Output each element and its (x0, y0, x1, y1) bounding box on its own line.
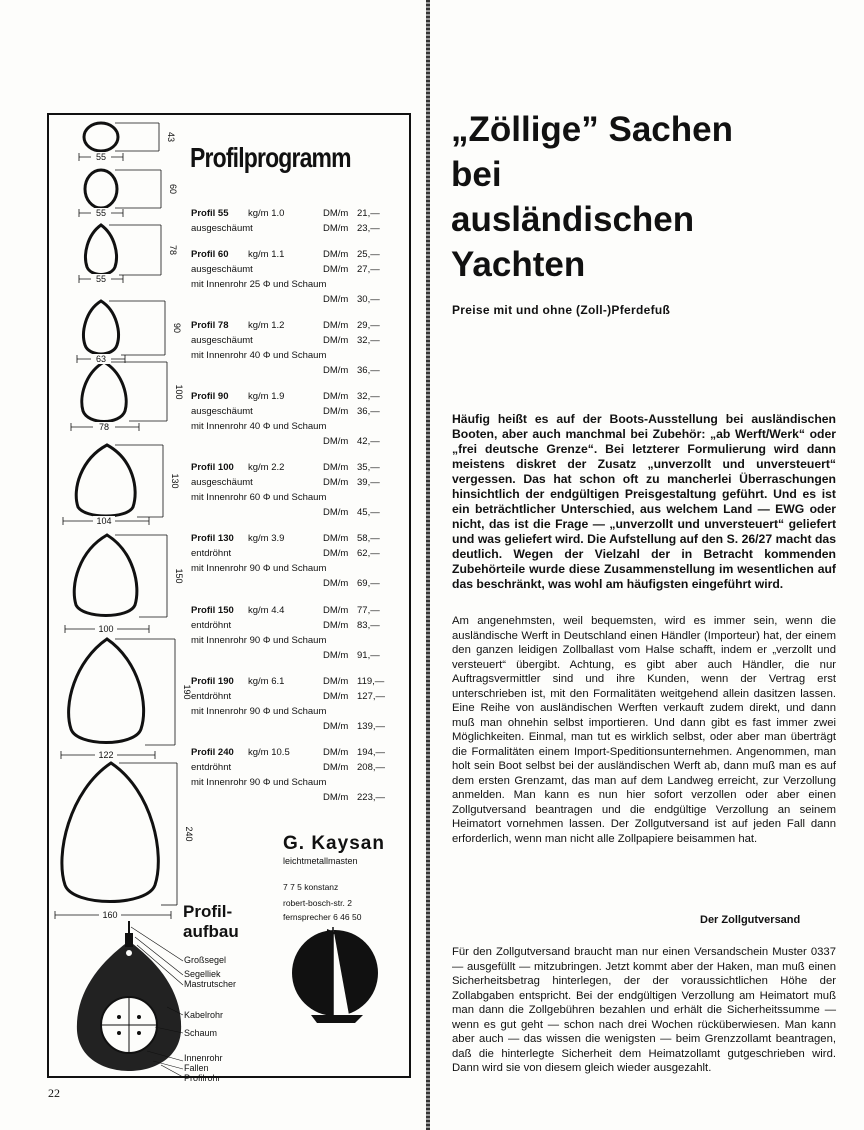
variant-label: entdröhnt (191, 620, 232, 631)
profile-name: Profil 150 (191, 605, 234, 616)
profile-78-row (191, 318, 401, 378)
price: 119,— (357, 676, 385, 687)
price-unit: DM/m (323, 249, 349, 260)
profile-60-shape (85, 170, 117, 208)
tube-price: 30,— (357, 294, 380, 305)
variant-price: 27,— (357, 264, 380, 275)
tube-option: mit Innenrohr 90 Φ und Schaum (191, 563, 327, 574)
label-kabelrohr: Kabelrohr (184, 1010, 224, 1020)
profile-78-shape (86, 225, 117, 275)
profile-90-row (191, 389, 401, 449)
height-label-100: 100 (174, 384, 184, 400)
profile-240-shape (62, 763, 158, 902)
tube-price: 139,— (357, 721, 385, 732)
tube-option: mit Innenrohr 40 Φ und Schaum (191, 350, 327, 361)
headline-line: bei (451, 155, 502, 194)
profile-name: Profil 240 (191, 747, 234, 758)
unit: kg/m (248, 320, 269, 331)
price: 32,— (357, 391, 380, 402)
price-unit: DM/m (323, 406, 349, 417)
profile-55-row (191, 206, 401, 236)
profile-150-shape (74, 535, 137, 616)
price-unit: DM/m (323, 762, 349, 773)
article-body-paragraph: Am angenehmsten, weil bequemsten, wird es immer sein, wenn die ausländische Werft in Deutschland einen Händler (Importeur) hat, der einem den ganzen leidigen Zollballast vom Halse schafft, indem er „verzollt und versteuert“ übergibt. Achtung, es gibt aber auch Händler, die nur Auftragsvermittler sind und ihre Kunden, wenn der Vertrag erst unterschrieben ist, mit den Formalitäten weitgehend allein dasitzen lassen. Eine Reihe von ausländischen Werften verkauft zudem direkt, und dann muß man ohnehin selbst importieren. Und dann gibt es fast immer zwei Möglichkeiten. Einmal, man tut es wirklich selbst, oder aber man überträgt die Formalitäten einem Import-Speditionsunternehmen. Angenommen, man holt sein Boot selbst bei der ausländischen Werft ab, dann muß man es auf dem ersten Grenzamt, das man auf dem Landweg erreicht, zur Verzollung anmelden. Man kann es nun hier sofort verzollen oder aber einen Zollgutversand beantragen und die endgültige Verzollung an seinem Heimatort vornehmen lassen. Der Zollgutversand ist auf jeden Fall dann erforderlich, wenn man nicht alle Zollpapiere beisammen hat. (452, 615, 836, 845)
price-unit: DM/m (323, 792, 349, 803)
profile-name: Profil 190 (191, 676, 234, 687)
headline-line: ausländischen (451, 200, 695, 239)
width-label-160: 160 (102, 910, 118, 920)
profile-100-row (191, 460, 401, 520)
mast-cross-section (77, 921, 183, 1077)
variant-price: 32,— (357, 335, 380, 346)
height-label-130: 130 (170, 473, 180, 489)
variant-price: 83,— (357, 620, 380, 631)
aufbau-title-line: aufbau (183, 922, 239, 941)
price-unit: DM/m (323, 676, 349, 687)
label-schaum: Schaum (184, 1028, 218, 1038)
profile-190-shape (69, 639, 144, 743)
variant-price: 39,— (357, 477, 380, 488)
tube-price: 91,— (357, 650, 380, 661)
price-unit: DM/m (323, 391, 349, 402)
height-label-60: 60 (168, 183, 178, 195)
company-logo (292, 927, 378, 1023)
price-unit: DM/m (323, 462, 349, 473)
variant-label: entdröhnt (191, 691, 232, 702)
profile-130-row (191, 531, 401, 591)
page-number: 22 (48, 1086, 60, 1100)
tube-option: mit Innenrohr 40 Φ und Schaum (191, 421, 327, 432)
company-address-line: robert-bosch-str. 2 (283, 898, 352, 908)
weight: 6.1 (271, 676, 285, 687)
variant-label: entdröhnt (191, 548, 232, 559)
tube-option: mit Innenrohr 25 Φ und Schaum (191, 279, 327, 290)
variant-label: ausgeschäumt (191, 223, 253, 234)
price-unit: DM/m (323, 620, 349, 631)
price-unit: DM/m (323, 365, 349, 376)
height-label-78: 78 (168, 244, 178, 256)
unit: kg/m (248, 676, 269, 687)
price-unit: DM/m (323, 548, 349, 559)
price-unit: DM/m (323, 533, 349, 544)
weight: 1.1 (271, 249, 285, 260)
headline-line: „Zöllige” Sachen (451, 110, 733, 149)
tube-price: 223,— (357, 792, 385, 803)
profile-90-shape (84, 301, 119, 354)
article-body-paragraph: Für den Zollgutversand braucht man nur einen Versandschein Muster 0337 — ausgefüllt — mitzubringen. Jetzt kommt aber der Haken, man muß einen Sicherheitsbetrag hinterlegen, der der voraussichtlichen Höhe der Zollabgaben entspricht. Bei der endgültigen Verzollung am Heimatort muß man dann die Zollgebühren bezahlen und erhält die Sicherheitssumme — wenn es gut geht — schon nach drei Wochen rücküberwiesen. Man kann aber auch — das wissen die wenigsten — beim Grenzzollamt beantragen, daß die hinterlegte Sicherheit dem Heimatzollamt gutgeschrieben wird. Dann wird sie von diesem gleich wieder ausgezahlt. (452, 946, 836, 1074)
profile-name: Profil 100 (191, 462, 234, 473)
company-address-line: 7 7 5 konstanz (283, 882, 339, 892)
price-unit: DM/m (323, 747, 349, 758)
page-fold (426, 0, 430, 1130)
profile-name: Profil 90 (191, 391, 229, 402)
tube-option: mit Innenrohr 90 Φ und Schaum (191, 635, 327, 646)
variant-label: ausgeschäumt (191, 406, 253, 417)
tube-price: 45,— (357, 507, 380, 518)
variant-price: 127,— (357, 691, 385, 702)
unit: kg/m (248, 208, 269, 219)
weight: 1.2 (271, 320, 285, 331)
tube-option: mit Innenrohr 90 Φ und Schaum (191, 777, 327, 788)
tube-option: mit Innenrohr 90 Φ und Schaum (191, 706, 327, 717)
aufbau-title-line: Profil- (183, 902, 233, 921)
tube-price: 69,— (357, 578, 380, 589)
profile-130-shape (76, 445, 135, 516)
profile-name: Profil 78 (191, 320, 229, 331)
price-unit: DM/m (323, 650, 349, 661)
price: 25,— (357, 249, 380, 260)
unit: kg/m (248, 462, 269, 473)
weight: 2.2 (271, 462, 285, 473)
company-subtitle: leichtmetallmasten (283, 856, 358, 866)
price-unit: DM/m (323, 477, 349, 488)
price-unit: DM/m (323, 605, 349, 616)
price: 21,— (357, 208, 380, 219)
label-grosssegel: Großsegel (184, 955, 227, 965)
profile-60-row (191, 247, 401, 307)
label-fallen: Fallen (184, 1063, 209, 1073)
price: 35,— (357, 462, 380, 473)
price-unit: DM/m (323, 507, 349, 518)
height-label-240: 240 (184, 826, 194, 842)
company-name: G. Kaysan (283, 833, 385, 854)
weight: 1.9 (271, 391, 285, 402)
label-mastrutscher: Mastrutscher (184, 979, 237, 989)
price: 77,— (357, 605, 380, 616)
tube-price: 36,— (357, 365, 380, 376)
width-label-104: 104 (96, 516, 112, 526)
label-profilrohr: Profilrohr (184, 1073, 221, 1083)
article-lead: Häufig heißt es auf der Boots-Ausstellung bei ausländischen Booten, aber auch manchmal bei Zubehör: „ab Werft/Werk“ oder „frei deutsche Grenze“. Bei letzterer Formulierung wird dann meistens diskret der Zusatz „unverzollt und unversteuert“ vergessen. Das hat schon oft zu mancherlei Überraschungen hinsichtlich der endgültigen Preisgestaltung geführt. Und es ist ein beträchtlicher Unterschied, aus welchem Land — EWG oder nicht, das ist die Frage — „unverzollt und unversteuert“ geliefert und was geliefert wird. Die Aufstellung auf den S. 26/27 macht das deutlich. Wegen der Vielzahl der in Betracht kommenden Zubehörteile wurde diese Zusammenstellung im wesentlichen auf das beschränkt, was wohl am häufigsten eingeführt wird. (452, 412, 836, 591)
unit: kg/m (248, 533, 269, 544)
profile-240-row (191, 745, 401, 805)
variant-label: ausgeschäumt (191, 335, 253, 346)
width-label-100: 100 (98, 624, 114, 634)
height-label-90: 90 (172, 322, 182, 334)
aufbau-title (183, 902, 239, 942)
ad-title: Profilprogramm (190, 142, 351, 173)
weight: 4.4 (271, 605, 285, 616)
profile-name: Profil 130 (191, 533, 234, 544)
variant-price: 36,— (357, 406, 380, 417)
price-unit: DM/m (323, 578, 349, 589)
price-unit: DM/m (323, 335, 349, 346)
tube-price: 42,— (357, 436, 380, 447)
profile-55-shape (84, 123, 118, 151)
label-segelliek: Segelliek (184, 969, 221, 979)
price-unit: DM/m (323, 208, 349, 219)
label-innenrohr: Innenrohr (184, 1053, 223, 1063)
variant-price: 62,— (357, 548, 380, 559)
price: 194,— (357, 747, 385, 758)
section-heading: Der Zollgutversand (700, 914, 801, 926)
profile-150-row (191, 603, 401, 663)
unit: kg/m (248, 747, 269, 758)
weight: 3.9 (271, 533, 285, 544)
price-unit: DM/m (323, 436, 349, 447)
profile-name: Profil 60 (191, 249, 229, 260)
width-label-55: 55 (95, 152, 107, 162)
profile-100-shape (82, 362, 126, 422)
width-label-122: 122 (98, 750, 114, 760)
tube-option: mit Innenrohr 60 Φ und Schaum (191, 492, 327, 503)
unit: kg/m (248, 605, 269, 616)
variant-label: entdröhnt (191, 762, 232, 773)
width-label-55c: 55 (95, 274, 107, 284)
variant-price: 23,— (357, 223, 380, 234)
article-subheadline: Preise mit und ohne (Zoll-)Pferdefuß (452, 303, 671, 317)
variant-price: 208,— (357, 762, 385, 773)
width-label-55b: 55 (95, 208, 107, 218)
unit: kg/m (248, 249, 269, 260)
height-label-150: 150 (174, 568, 184, 584)
height-label-190: 190 (182, 684, 192, 700)
price-unit: DM/m (323, 721, 349, 732)
profile-name: Profil 55 (191, 208, 229, 219)
unit: kg/m (248, 391, 269, 402)
weight: 10.5 (271, 747, 290, 758)
article-headline (451, 107, 831, 287)
price-unit: DM/m (323, 294, 349, 305)
price: 58,— (357, 533, 380, 544)
price: 29,— (357, 320, 380, 331)
profile-190-row (191, 674, 401, 734)
company-phone: fernsprecher 6 46 50 (283, 912, 362, 922)
variant-label: ausgeschäumt (191, 477, 253, 488)
price-unit: DM/m (323, 264, 349, 275)
height-label-43: 43 (166, 131, 176, 143)
headline-line: Yachten (451, 245, 586, 284)
price-unit: DM/m (323, 691, 349, 702)
price-unit: DM/m (323, 223, 349, 234)
variant-label: ausgeschäumt (191, 264, 253, 275)
width-label-63: 63 (95, 354, 107, 364)
width-label-78: 78 (98, 422, 110, 432)
weight: 1.0 (271, 208, 285, 219)
price-unit: DM/m (323, 320, 349, 331)
